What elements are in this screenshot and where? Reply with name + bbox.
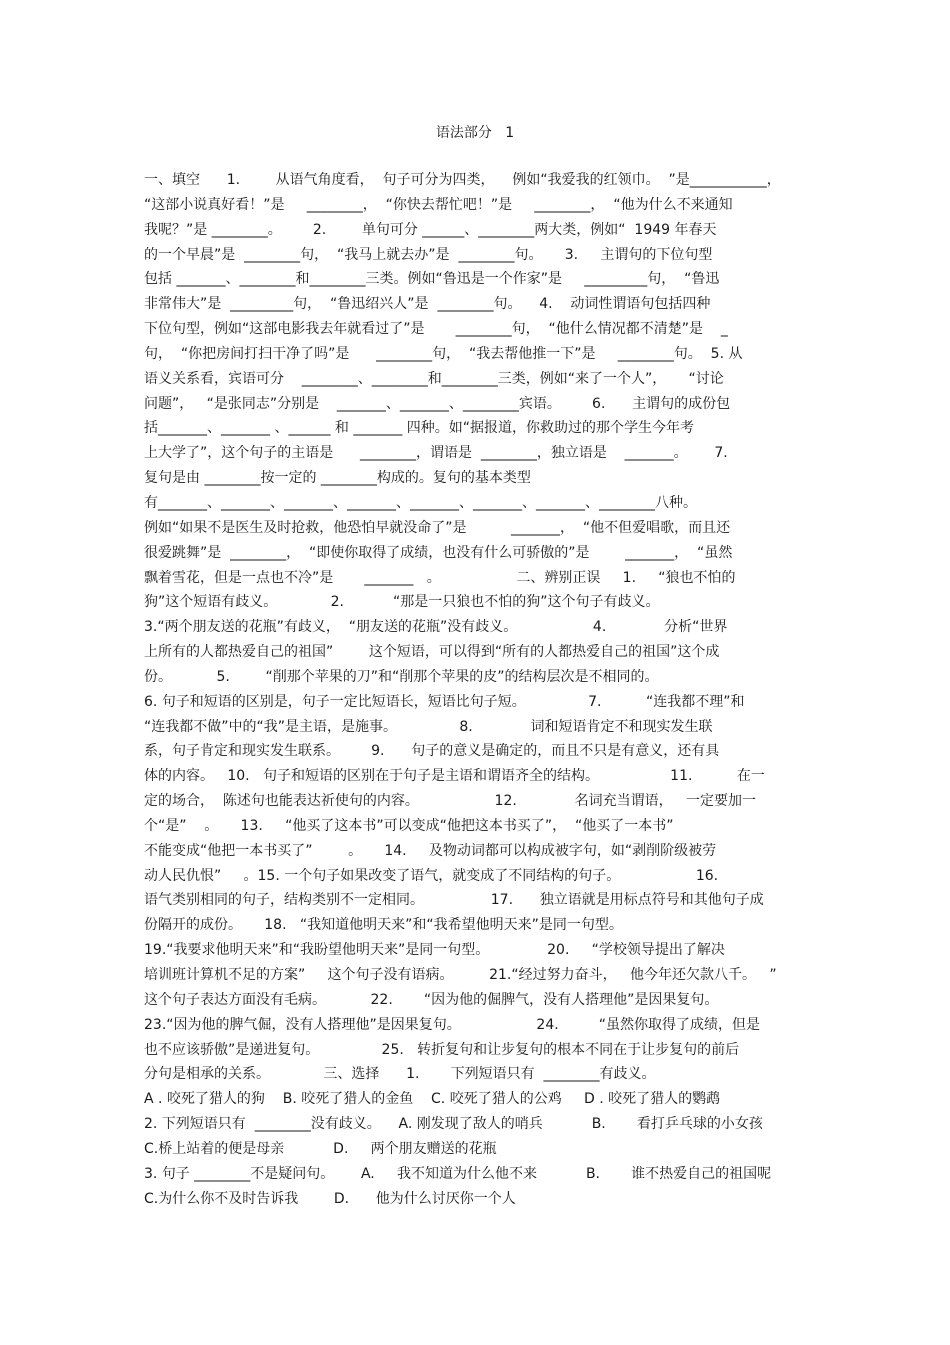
text-line-17: 飘着雪花，但是一点也不冷”是 _______ 。 二、辨别正误 1. “狼也不怕的: [144, 569, 736, 586]
text-line-20: 上所有的人都热爱自己的祖国” 这个短语，可以得到“所有的人都热爱自己的祖国”这个成: [144, 644, 720, 661]
text-line-5: 包括 _______、________和________三类。例如“鲁迅是一个作家”是 _________句， “鲁迅: [144, 271, 720, 288]
text-line-42: C.为什么你不及时告诉我 D. 他为什么讨厌你一个人: [144, 1190, 516, 1207]
text-line-10: 问题”， “是张同志”分别是 _______、_______、________宾语。 6. 主谓句的成份包: [144, 395, 731, 412]
text-line-31: 份隔开的成份。 18. “我知道他明天来”和“我希望他明天来”是同一句型。: [144, 917, 623, 934]
text-line-30: 语气类别相同的句子，结构类别不一定相同。 17. 独立语就是用标点符号和其他句子成: [144, 892, 764, 909]
text-line-29: 动人民仇恨” 。15. 一个句子如果改变了语气，就变成了不同结构的句子。 16.: [144, 867, 719, 884]
text-line-33: 培训班计算机不足的方案” 这个句子没有语病。 21.“经过努力奋斗， 他今年还欠款八千。 ”: [144, 967, 777, 983]
text-line-35: 23.“因为他的脾气倔，没有人搭理他”是因果复句。 24. “虽然你取得了成绩，但是: [144, 1016, 760, 1033]
text-line-13: 复句是由 ________按一定的 ________构成的。复句的基本类型: [144, 470, 531, 487]
text-line-3: 我呢？”是 ________。 2. 单句可分 ______、________两大类，例如“ 1949 年春天: [144, 221, 717, 238]
text-line-18: 狗”这个短语有歧义。 2. “那是一只狼也不怕的狗”这个句子有歧义。: [144, 594, 660, 611]
text-line-9: 语义关系看，宾语可分 ________、________和________三类，例如“来了一个人”， “讨论: [144, 370, 724, 387]
text-line-15: 例如“如果不是医生及时抢救，他恐怕早就没命了”是 _______， “他不但爱唱歌，而且还: [144, 519, 731, 536]
text-line-21: 份。 5. “削那个苹果的刀”和“削那个苹果的皮”的结构层次是不相同的。: [144, 668, 659, 685]
text-line-27: 个“是” 。 13. “他买了这本书”可以变成“他把这本书买了”， “他买了一本书”: [144, 817, 674, 834]
text-line-4: 的一个早晨”是 ________句， “我马上就去办”是 ________句。 3. 主谓句的下位句型: [144, 246, 713, 263]
text-line-1: 一、填空 1. 从语气角度看， 句子可分为四类， 例如“我爱我的红领巾。 ”是___________，: [144, 172, 781, 188]
document-body: [144, 168, 812, 1211]
text-line-14: 有_______、_______、_______、_______、_______、_______、_______、________八种。: [144, 494, 697, 511]
text-line-32: 19.“我要求他明天来”和“我盼望他明天来”是同一句型。 20. “学校领导提出了解决: [144, 942, 725, 959]
text-line-25: 体的内容。 10. 句子和短语的区别在于句子是主语和谓语齐全的结构。 11. 在一: [144, 768, 765, 785]
text-line-22: 6. 句子和短语的区别是，句子一定比短语长，短语比句子短。 7. “连我都不理”和: [144, 693, 745, 710]
text-line-38: A . 咬死了猎人的狗 B. 咬死了猎人的金鱼 C. 咬死了猎人的公鸡 D . 咬死了猎人的鹦鹉: [144, 1091, 721, 1108]
text-line-24: 系，句子肯定和现实发生联系。 9. 句子的意义是确定的，而且不只是有意义，还有具: [144, 743, 720, 760]
text-line-2: “这部小说真好看！”是 ________， “你快去帮忙吧！”是 ________， “他为什么不来通知: [144, 196, 733, 213]
text-line-37: 分句是相承的关系。 三、选择 1. 下列短语只有 ________有歧义。: [144, 1066, 656, 1083]
text-line-36: 也不应该骄傲”是递进复句。 25. 转折复句和让步复句的根本不同在于让步复句的前后: [144, 1041, 740, 1058]
text-line-11: 括_______、_______ 、______ 和 _______ 四种。如“据报道，你救助过的那个学生今年考: [144, 420, 695, 437]
text-line-40: C.桥上站着的便是母亲 D. 两个朋友赠送的花瓶: [144, 1140, 497, 1157]
text-line-23: “连我都不做”中的“我”是主语，是施事。 8. 词和短语肯定不和现实发生联: [144, 718, 713, 735]
text-line-6: 非常伟大”是 _________句， “鲁迅绍兴人”是 ________句。 4. 动词性谓语句包括四种: [144, 296, 711, 313]
text-line-26: 定的场合， 陈述句也能表达祈使句的内容。 12. 名词充当谓语， 一定要加一: [144, 793, 757, 810]
text-line-28: 不能变成“他把一本书买了” 。 14. 及物动词都可以构成被字句，如“剥削阶级被劳: [144, 842, 717, 859]
text-line-34: 这个句子表达方面没有毛病。 22. “因为他的倔脾气，没有人搭理他”是因果复句。: [144, 991, 719, 1008]
text-line-7: 下位句型，例如“这部电影我去年就看过了”是 ________句， “他什么情况都不清楚”是 _: [144, 321, 728, 338]
text-line-39: 2. 下列短语只有 ________没有歧义。 A. 刚发现了敌人的哨兵 B. 看打乒乓球的小女孩: [144, 1116, 763, 1133]
document-title: 语法部分 1: [435, 125, 515, 141]
text-line-8: 句， “你把房间打扫干净了吗”是 ________句， “我去帮他推一下”是 ________句。 5. 从: [144, 345, 743, 362]
text-line-16: 很爱跳舞”是 ________， “即使你取得了成绩，也没有什么可骄傲的”是 _______， “虽然: [144, 544, 733, 561]
text-line-19: 3.“两个朋友送的花瓶”有歧义， “朋友送的花瓶”没有歧义。 4. 分析“世界: [144, 619, 728, 636]
text-line-41: 3. 句子 ________不是疑问句。 A. 我不知道为什么他不来 B. 谁不热爱自己的祖国呢: [144, 1165, 772, 1182]
text-line-12: 上大学了”，这个句子的主语是 ________，谓语是 ________，独立语是 _______。 7.: [144, 445, 728, 462]
